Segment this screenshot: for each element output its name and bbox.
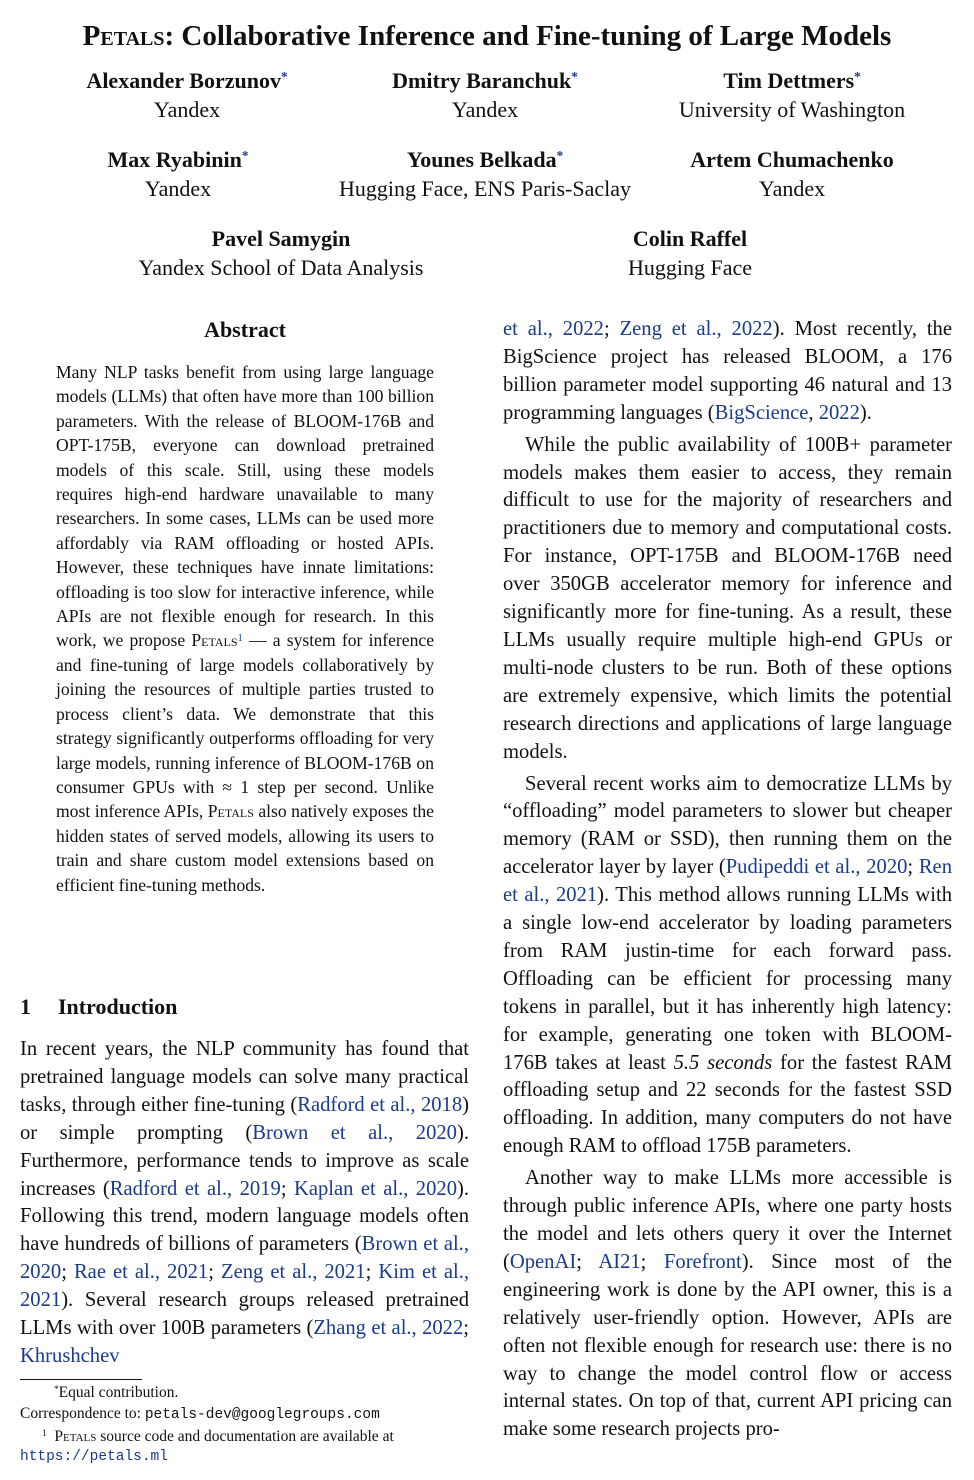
equal-contribution-mark: *: [280, 68, 288, 84]
body-text: ).: [859, 401, 872, 424]
system-name: Petals: [54, 1428, 97, 1445]
author-affiliation: University of Washington: [678, 97, 906, 122]
footnote-divider: [20, 1379, 142, 1380]
body-text: ;: [576, 1250, 599, 1273]
project-url-link[interactable]: https://petals.ml: [20, 1449, 168, 1465]
body-text: ;: [61, 1261, 74, 1284]
equal-contribution-mark: *: [854, 68, 861, 84]
author-block: [108, 145, 249, 203]
body-text: ;: [907, 856, 919, 879]
author-affiliation: Yandex: [153, 97, 221, 122]
citation-link[interactable]: Ren et al., 2021: [503, 856, 952, 907]
body-text: ). Following this trend, modern language models often have hundreds of billions of parameters (: [20, 1177, 470, 1256]
author-block: [690, 145, 894, 203]
section-title: Introduction: [58, 994, 178, 1019]
equal-contribution-mark: *: [556, 147, 564, 163]
title-rest: : Collaborative Inference and Fine-tuning of Large Models: [164, 20, 892, 52]
citation-link[interactable]: Forefront: [663, 1250, 742, 1273]
title-system-name: Petals: [82, 20, 165, 52]
author-block: [139, 224, 424, 282]
author-name: Artem Chumachenko: [690, 147, 894, 172]
author-block: [679, 66, 905, 124]
body-text: ;: [603, 318, 620, 340]
citation-link[interactable]: Zeng et al., 2022: [619, 318, 773, 340]
body-text: ). Several research groups released pretrained LLMs with over 100B parameters (: [20, 1289, 469, 1340]
footnote-equal: *Equal contribution.: [54, 1384, 179, 1401]
paragraph: [20, 1036, 469, 1371]
author-affiliation: Hugging Face, ENS Paris-Saclay: [338, 176, 632, 201]
correspondence-email[interactable]: petals-dev@googlegroups.com: [144, 1407, 380, 1423]
paragraph: [503, 1165, 952, 1444]
citation-link[interactable]: Brown et al., 2020: [252, 1121, 457, 1144]
citation-link[interactable]: Kaplan et al., 2020: [293, 1177, 457, 1200]
author-block: [392, 66, 578, 124]
abstract-body: [56, 360, 434, 897]
introduction-text: [20, 1036, 469, 1371]
author-name: Colin Raffel: [632, 226, 748, 251]
body-text: ). Furthermore, performance tends to improve as scale increases (: [20, 1121, 469, 1200]
body-text: Several recent works aim to democratize LLMs by “offloading” model parameters to slower but cheaper memory (RAM or SSD), then running them on the accelerator layer by layer (: [503, 772, 952, 879]
citation-link[interactable]: Radford et al., 2018: [297, 1093, 463, 1116]
footnotes: [20, 1382, 469, 1468]
footnote-1: [20, 1426, 469, 1447]
citation-link[interactable]: 2022: [818, 401, 860, 424]
citation-link[interactable]: Pudipeddi et al., 2020: [725, 856, 908, 879]
footnote-ref-link[interactable]: 1: [237, 632, 243, 644]
paper-title: [0, 18, 974, 54]
citation-link[interactable]: Kim et al., 2021: [20, 1261, 470, 1312]
author-block: [86, 66, 287, 124]
paragraph: [503, 771, 952, 1162]
author-affiliation: Yandex School of Data Analysis: [138, 255, 424, 280]
author-name: Pavel Samygin: [211, 226, 351, 251]
paragraph: [503, 316, 952, 428]
section-heading: [20, 992, 177, 1022]
body-text: ;: [365, 1261, 379, 1284]
body-text: for the fastest RAM offloading setup and 22 seconds for the fastest SSD offloading. In addition, many computers do not have enough RAM to offload 175B parameters.: [503, 1051, 953, 1158]
author-block: [628, 224, 752, 282]
body-text: ). Most recently, the BigScience project has released BLOOM, a 176 billion parameter model supporting 46 natural and 13 programming languages (: [503, 318, 952, 424]
author-affiliation: Hugging Face: [627, 255, 753, 280]
author-affiliation: Yandex: [451, 97, 519, 122]
body-text: While the public availability of 100B+ parameter models makes them easier to access, they remain difficult to use for the majority of researchers and practitioners due to memory and computational costs. For instance, OPT-175B and BLOOM-176B need over 350GB accelerator memory for inference and significantly more for fine-tuning. As a result, these LLMs usually require multiple high-end GPUs or multi-node clusters to be run. Both of these options are extremely expensive, which limits the potential research directions and applications of large language models.: [503, 433, 952, 763]
section-number: 1: [20, 994, 31, 1019]
system-name: Petals: [191, 630, 238, 651]
body-text: ,: [808, 401, 819, 424]
body-text: ;: [640, 1250, 664, 1273]
emphasis-text: 5.5 seconds: [673, 1051, 773, 1074]
citation-link[interactable]: Zeng et al., 2021: [220, 1261, 366, 1284]
author-name: Dmitry Baranchuk: [392, 68, 572, 93]
citation-link[interactable]: Rae et al., 2021: [73, 1261, 209, 1284]
author-name: Younes Belkada: [406, 147, 557, 172]
abstract-heading: Abstract: [204, 317, 286, 342]
body-text: ) or simple prompting (: [20, 1093, 469, 1144]
right-column-text: [503, 316, 952, 1444]
equal-contribution-mark: *: [571, 68, 578, 84]
citation-link[interactable]: OpenAI: [509, 1250, 577, 1273]
author-name: Max Ryabinin: [107, 147, 242, 172]
equal-contribution-mark: *: [241, 147, 249, 163]
footnote-text: Equal contribution.: [58, 1384, 179, 1401]
footnote-correspondence: [20, 1403, 469, 1426]
author-block: [339, 145, 631, 203]
footnote-text: source code and documentation are available at: [96, 1428, 394, 1445]
body-text: ;: [463, 1317, 469, 1340]
body-text: ;: [280, 1177, 294, 1200]
citation-link[interactable]: AI21: [598, 1250, 641, 1273]
author-affiliation: Yandex: [758, 176, 826, 201]
footnote-text: Correspondence to:: [20, 1405, 145, 1422]
body-text: Another way to make LLMs more accessible is through public inference APIs, where one party hosts the model and lets others query it over the Internet (: [503, 1167, 952, 1273]
body-text: ). This method allows running LLMs with a single low-end accelerator by loading parameters from RAM justin-time for each forward pass. Offloading can be efficient for processing many tokens in parallel, but it has inherently high latency: for example, generating one token with BLOOM-176B takes at least: [503, 884, 952, 1074]
abstract-text: Many NLP tasks benefit from using large language models (LLMs) that often have more than 100 billion parameters. With the release of BLOOM-176B and OPT-175B, everyone can download pretrained models of this scale. Still, using these models requires high-end hardware unavailable to many researchers. In some cases, LLMs can be used more affordably via RAM offloading or hosted APIs. However, these techniques have innate limitations: offloading is too slow for interactive inference, while APIs are not flexible enough for research. In this work, we propose: [56, 362, 434, 651]
footnote-number: 1: [42, 1428, 47, 1439]
body-text: ;: [208, 1261, 221, 1284]
author-name: Alexander Borzunov: [86, 68, 281, 93]
author-affiliation: Yandex: [144, 176, 212, 201]
citation-link[interactable]: Khrushchev: [20, 1344, 120, 1367]
abstract-text: — a system for inference and fine-tuning of large models collaboratively by joining the resources of multiple parties trusted to process client’s data. We demonstrate that this strategy significantly outperforms offloading for very large models, running inference of BLOOM-176B on consumer GPUs with ≈ 1 step per second. Unlike most inference APIs,: [56, 630, 434, 822]
citation-link[interactable]: Zhang et al., 2022: [313, 1317, 464, 1340]
abstract-text: also natively exposes the hidden states of served models, allowing its users to train and share custom model extensions based on efficient fine-tuning methods.: [56, 801, 434, 895]
paragraph: [503, 432, 952, 767]
citation-link[interactable]: Radford et al., 2019: [109, 1177, 281, 1200]
body-text: ). Since most of the engineering work is done by the API owner, this is a relatively user-friendly option. However, APIs are often not flexible enough for research use: there is no way to change the model control flow or access internal states. On top of that, current API pricing can make some research projects pro-: [503, 1250, 953, 1441]
citation-link[interactable]: BigScience: [714, 401, 809, 424]
system-name: Petals: [207, 801, 254, 822]
citation-link[interactable]: Brown et al., 2020: [20, 1233, 469, 1284]
author-name: Tim Dettmers: [723, 68, 855, 93]
citation-link[interactable]: et al., 2022: [503, 318, 604, 340]
body-text: In recent years, the NLP community has found that pretrained language models can solve many practical tasks, through either fine-tuning (: [20, 1038, 469, 1116]
